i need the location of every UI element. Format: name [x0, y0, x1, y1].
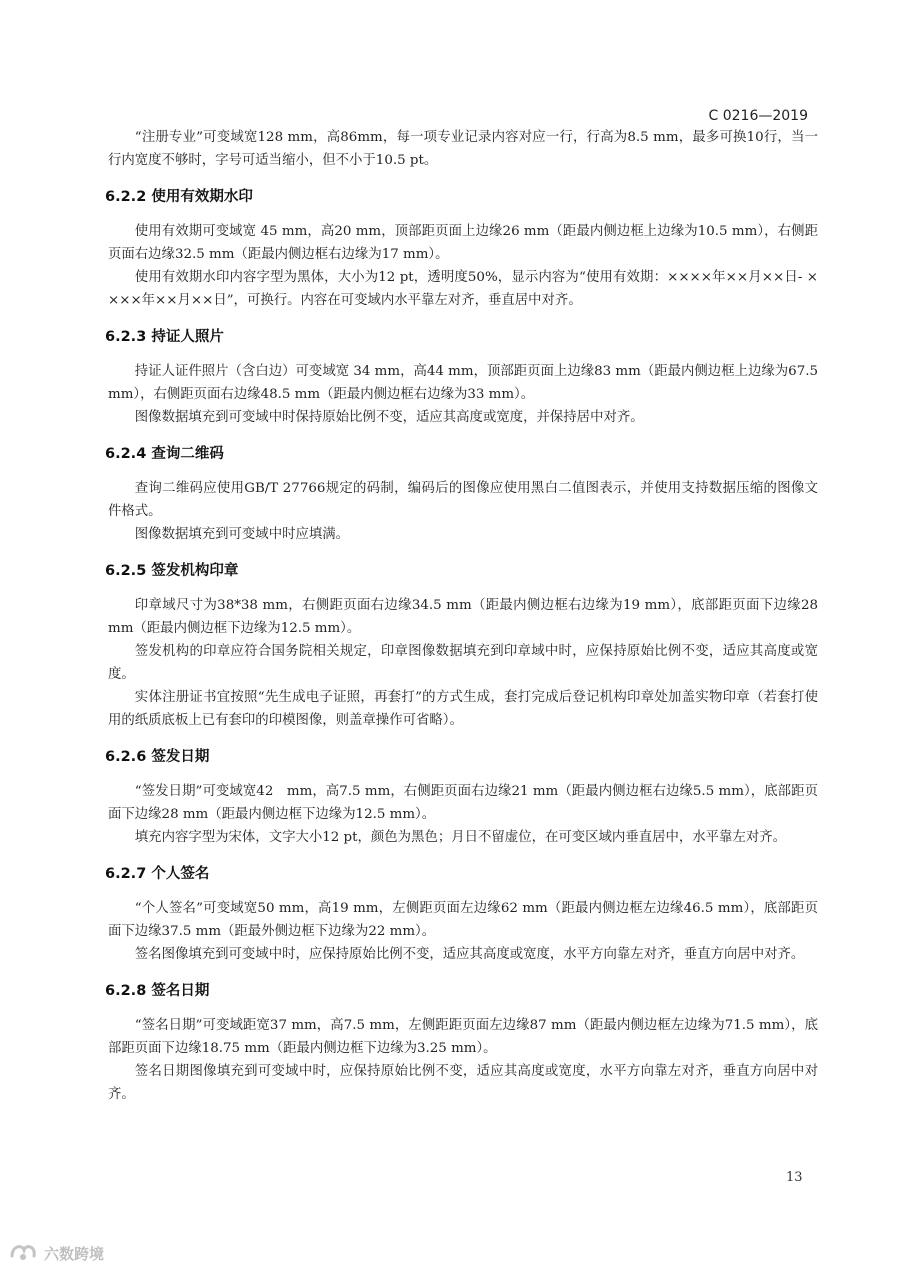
- section-heading-6-2-4: 6.2.4 查询二维码: [105, 446, 224, 462]
- paragraph: 图像数据填充到可变域中时保持原始比例不变，适应其高度或宽度，并保持居中对齐。: [134, 410, 644, 425]
- paragraph: 图像数据填充到可变域中时应填满。: [134, 527, 350, 542]
- paragraph: “个人签名”可变域宽50 mm，高19 mm，左侧距页面左边缘62 mm（距最内侧边框左边缘46.5 mm），底部距页面下边缘37.5 mm（距最外侧边框下边缘为22 mm）。: [108, 901, 818, 939]
- section-heading-6-2-6: 6.2.6 签发日期: [105, 749, 210, 765]
- brand-logo-icon: [8, 1240, 38, 1266]
- section-heading-6-2-3: 6.2.3 持证人照片: [105, 329, 224, 345]
- paragraph: 持证人证件照片（含白边）可变域宽 34 mm，高44 mm，顶部距页面上边缘83 mm（距最内侧边框上边缘为67.5 mm），右侧距页面右边缘48.5 mm（距最内侧边框右边缘为33 mm）。: [108, 364, 818, 402]
- section-heading-6-2-7: 6.2.7 个人签名: [105, 866, 210, 882]
- page-number: 13: [786, 1170, 803, 1185]
- intro-paragraph: “注册专业”可变域宽128 mm，高86mm，每一项专业记录内容对应一行，行高为8.5 mm，最多可换10行，当一行内宽度不够时，字号可适当缩小，但不小于10.5 pt。: [108, 130, 818, 168]
- paragraph: “签发日期”可变域宽42 mm，高7.5 mm，右侧距页面右边缘21 mm（距最内侧边框右边缘5.5 mm），底部距页面下边缘28 mm（距最内侧边框下边缘为12.5 mm）。: [108, 784, 818, 822]
- paragraph: “签名日期”可变域距宽37 mm，高7.5 mm，左侧距距页面左边缘87 mm（距最内侧边框左边缘为71.5 mm），底部距页面下边缘18.75 mm（距最内侧边框下边缘为3.25 mm）。: [108, 1018, 818, 1056]
- section-heading-6-2-8: 6.2.8 签名日期: [105, 983, 210, 999]
- paragraph: 签名日期图像填充到可变域中时，应保持原始比例不变，适应其高度或宽度，水平方向靠左对齐，垂直方向居中对齐。: [108, 1064, 818, 1102]
- document-code: C 0216—2019: [708, 108, 808, 124]
- paragraph: 使用有效期水印内容字型为黑体，大小为12 pt，透明度50%，显示内容为“使用有效期：××××年××月××日- ××××年××月××日”，可换行。内容在可变域内水平靠左对齐，垂直居中对齐。: [108, 270, 818, 308]
- paragraph: 印章域尺寸为38*38 mm，右侧距页面右边缘34.5 mm（距最内侧边框右边缘为19 mm），底部距页面下边缘28 mm（距最内侧边框下边缘为12.5 mm）。: [108, 598, 818, 636]
- section-heading-6-2-2: 6.2.2 使用有效期水印: [105, 189, 253, 205]
- paragraph: 填充内容字型为宋体，文字大小12 pt，颜色为黑色；月日不留虚位，在可变区域内垂直居中，水平靠左对齐。: [134, 830, 787, 845]
- section-heading-6-2-5: 6.2.5 签发机构印章: [105, 563, 239, 579]
- paragraph: 签名图像填充到可变域中时，应保持原始比例不变，适应其高度或宽度，水平方向靠左对齐，垂直方向居中对齐。: [134, 947, 805, 962]
- paragraph: 实体注册证书宜按照“先生成电子证照，再套打”的方式生成，套打完成后登记机构印章处加盖实物印章（若套打使用的纸质底板上已有套印的印模图像，则盖章操作可省略）。: [108, 690, 818, 728]
- paragraph: 签发机构的印章应符合国务院相关规定，印章图像数据填充到印章域中时，应保持原始比例不变，适应其高度或宽度。: [108, 644, 818, 682]
- watermark: [8, 1240, 104, 1266]
- paragraph: 查询二维码应使用GB/T 27766规定的码制，编码后的图像应使用黑白二值图表示，并使用支持数据压缩的图像文件格式。: [108, 481, 818, 519]
- paragraph: 使用有效期可变域宽 45 mm，高20 mm，顶部距页面上边缘26 mm（距最内侧边框上边缘为10.5 mm），右侧距页面右边缘32.5 mm（距最内侧边框右边缘为17 mm）。: [108, 224, 818, 262]
- watermark-text: 六数跨境: [44, 1244, 105, 1263]
- document-body: [105, 126, 818, 1106]
